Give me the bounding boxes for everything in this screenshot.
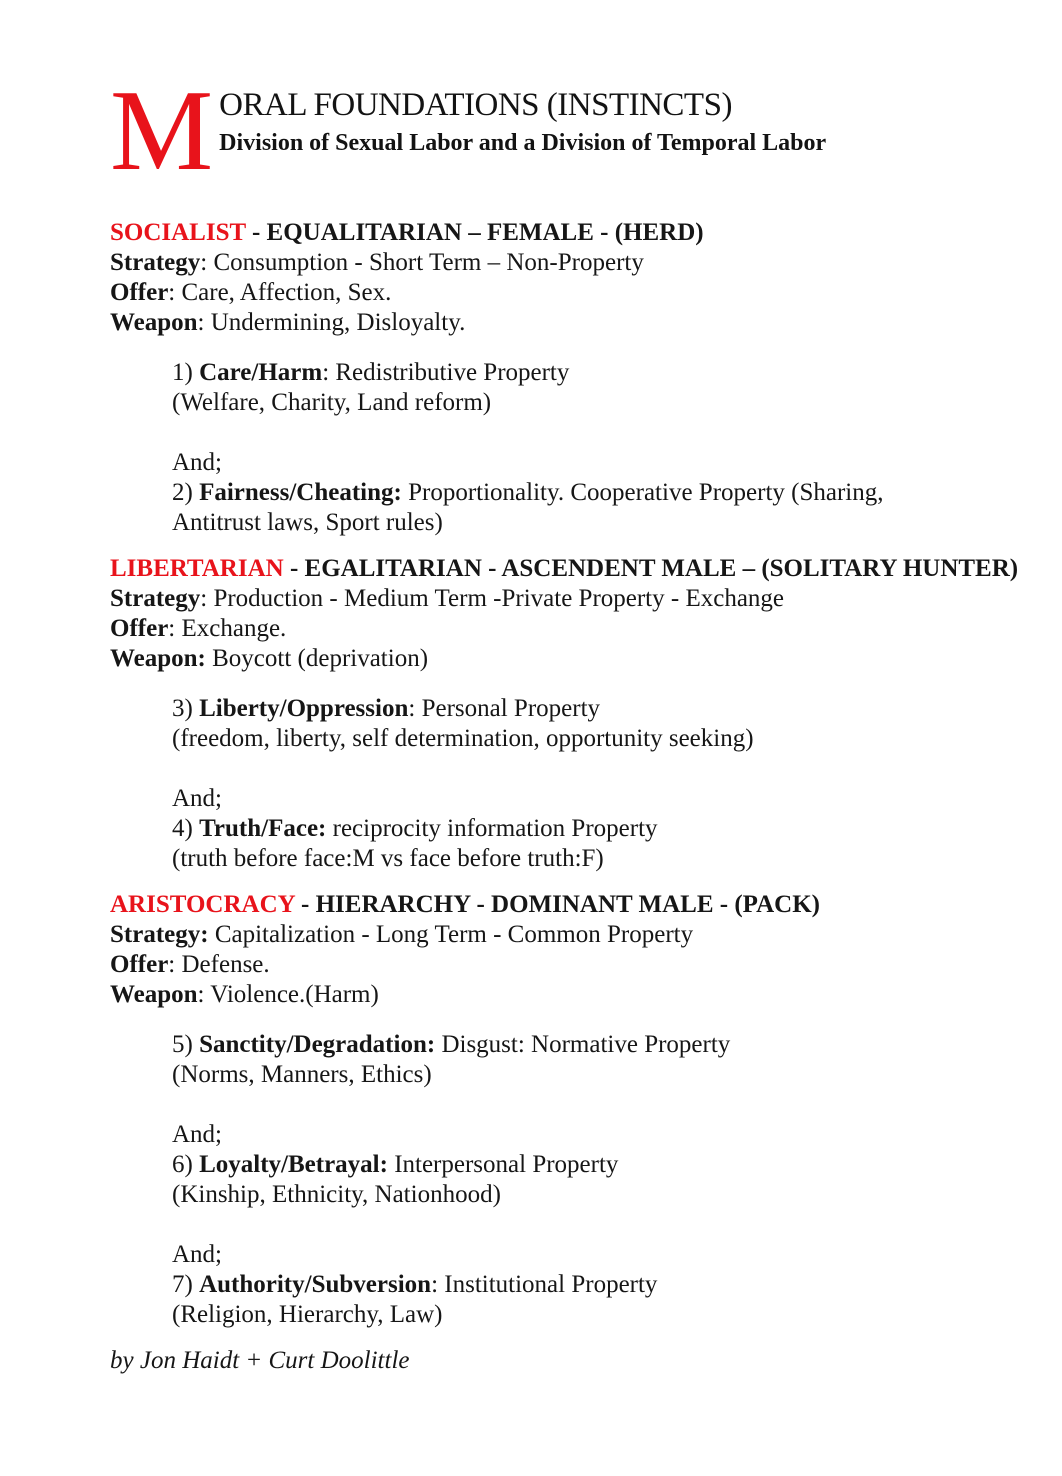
and-separator: And;: [172, 1121, 222, 1148]
attribute-value: Boycott (deprivation): [205, 645, 429, 672]
attribute-value: : Consumption - Short Term – Non-Property: [200, 249, 644, 276]
item-name: Liberty/Oppression: [199, 695, 409, 722]
foundation-item-2: [172, 448, 1042, 538]
title-drop-cap: M: [110, 67, 214, 195]
attribute-offer: [110, 950, 1042, 980]
attribute-strategy: [110, 920, 1042, 950]
item-number: 5): [172, 1031, 200, 1058]
attribute-value: : Care, Affection, Sex.: [168, 279, 392, 306]
item-head: [172, 1150, 1042, 1180]
foundation-item-6: [172, 1120, 1042, 1210]
item-head: [172, 694, 1042, 724]
item-detail: (Kinship, Ethnicity, Nationhood): [172, 1181, 501, 1208]
attribute-label: Weapon:: [110, 645, 206, 672]
attribute-label: Weapon: [110, 309, 198, 336]
section-aristocracy: [110, 890, 1042, 1330]
attribute-weapon: [110, 980, 1042, 1010]
attribute-strategy: [110, 584, 1042, 614]
attribute-label: Offer: [110, 615, 169, 642]
foundation-item-3: [172, 694, 1042, 754]
item-name: Loyalty/Betrayal:: [199, 1151, 388, 1178]
item-name: Truth/Face:: [199, 815, 327, 842]
attribute-value: : Production - Medium Term -Private Property - Exchange: [200, 585, 785, 612]
attribute-value: : Undermining, Disloyalty.: [197, 309, 466, 336]
item-detail: (Welfare, Charity, Land reform): [172, 389, 492, 416]
attribute-strategy: [110, 248, 1042, 278]
section-heading: [110, 218, 1042, 248]
item-number: 4): [172, 815, 200, 842]
item-name: Authority/Subversion: [199, 1271, 432, 1298]
foundation-item-1: [172, 358, 1042, 418]
item-head: [172, 478, 1042, 508]
title-block: [110, 67, 1042, 195]
attribute-weapon: [110, 308, 1042, 338]
section-heading-rest: - HIERARCHY - DOMINANT MALE - (PACK): [294, 891, 820, 918]
attribute-offer: [110, 614, 1042, 644]
section-heading-red: LIBERTARIAN: [110, 555, 284, 582]
and-separator: And;: [172, 1241, 222, 1268]
section-libertarian: [110, 554, 1042, 874]
attribute-weapon: [110, 644, 1042, 674]
and-separator: And;: [172, 785, 222, 812]
item-value: reciprocity information Property: [326, 815, 658, 842]
item-value: Disgust: Normative Property: [435, 1031, 731, 1058]
attribute-value: : Violence.(Harm): [197, 981, 379, 1008]
item-number: 3): [172, 695, 200, 722]
item-value: Proportionality. Cooperative Property (Sharing,: [401, 479, 884, 506]
document-title: ORAL FOUNDATIONS (INSTINCTS): [219, 87, 732, 123]
and-separator: And;: [172, 449, 222, 476]
item-number: 7): [172, 1271, 200, 1298]
item-detail: (freedom, liberty, self determination, opportunity seeking): [172, 725, 754, 752]
item-head: [172, 1270, 1042, 1300]
item-value: : Personal Property: [408, 695, 601, 722]
attribute-label: Strategy:: [110, 921, 209, 948]
attribute-value: : Exchange.: [168, 615, 287, 642]
attribute-label: Strategy: [110, 585, 201, 612]
item-number: 6): [172, 1151, 200, 1178]
section-heading: [110, 890, 1042, 920]
item-value: : Redistributive Property: [322, 359, 570, 386]
section-heading-red: SOCIALIST: [110, 219, 246, 246]
item-detail: Antitrust laws, Sport rules): [172, 509, 443, 536]
section-socialist: [110, 218, 1042, 538]
section-heading-rest: - EGALITARIAN - ASCENDENT MALE – (SOLITARY HUNTER): [283, 555, 1019, 582]
title-column: [219, 82, 826, 160]
section-heading: [110, 554, 1042, 584]
item-detail: (Norms, Manners, Ethics): [172, 1061, 432, 1088]
foundation-item-4: [172, 784, 1042, 874]
byline: by Jon Haidt + Curt Doolittle: [110, 1347, 410, 1374]
item-detail: (Religion, Hierarchy, Law): [172, 1301, 443, 1328]
foundation-item-5: [172, 1030, 1042, 1090]
item-head: [172, 814, 1042, 844]
item-head: [172, 358, 1042, 388]
item-name: Sanctity/Degradation:: [199, 1031, 436, 1058]
item-number: 2): [172, 479, 200, 506]
item-value: Interpersonal Property: [387, 1151, 619, 1178]
document-subtitle: Division of Sexual Labor and a Division of Temporal Labor: [219, 130, 827, 156]
attribute-value: Capitalization - Long Term - Common Property: [208, 921, 694, 948]
section-heading-rest: - EQUALITARIAN – FEMALE - (HERD): [245, 219, 704, 246]
attribute-label: Weapon: [110, 981, 198, 1008]
section-heading-red: ARISTOCRACY: [110, 891, 295, 918]
attribute-label: Offer: [110, 279, 169, 306]
item-name: Care/Harm: [199, 359, 323, 386]
item-head: [172, 1030, 1042, 1060]
item-name: Fairness/Cheating:: [199, 479, 402, 506]
attribute-label: Offer: [110, 951, 169, 978]
attribute-value: : Defense.: [168, 951, 270, 978]
foundation-item-7: [172, 1240, 1042, 1330]
attribute-label: Strategy: [110, 249, 201, 276]
item-number: 1): [172, 359, 200, 386]
item-value: : Institutional Property: [431, 1271, 658, 1298]
item-detail: (truth before face:M vs face before truth:F): [172, 845, 604, 872]
attribute-offer: [110, 278, 1042, 308]
